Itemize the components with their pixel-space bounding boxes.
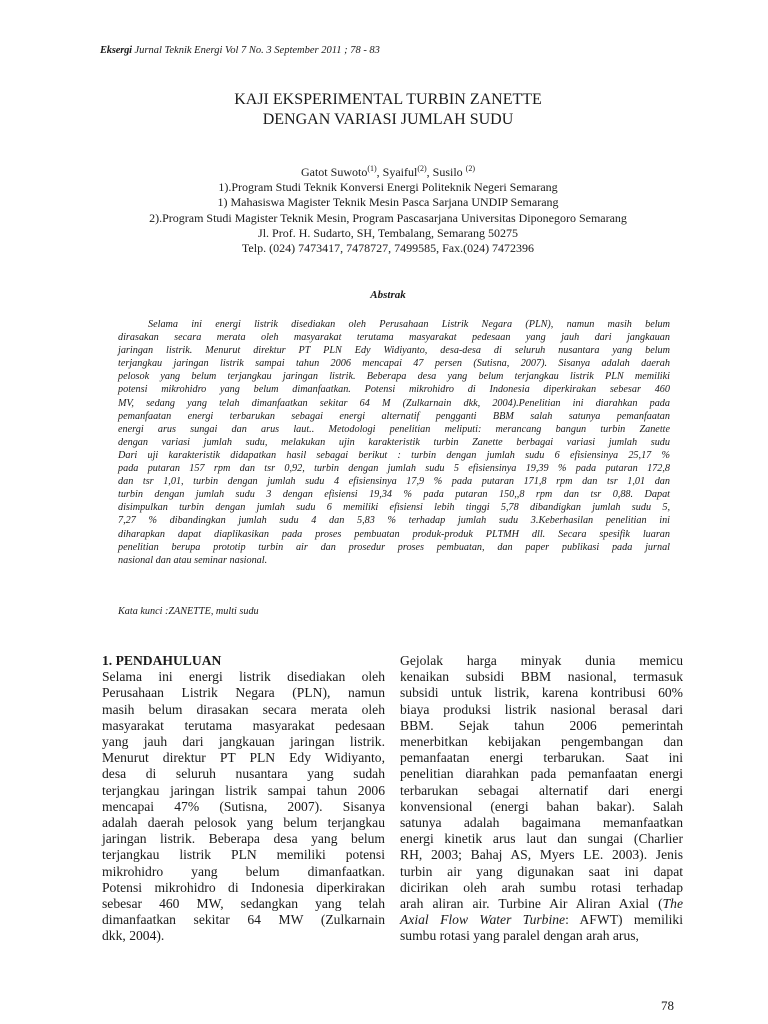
- body-line: penelitian diarahkan pada pemanfaatan energi: [400, 766, 683, 782]
- body-line: Menurut direktur PT PLN Edy Widiyanto,: [102, 750, 385, 766]
- affiliation-line: Jl. Prof. H. Sudarto, SH, Tembalang, Semarang 50275: [258, 225, 518, 240]
- abstract-line: MV, sedang yang telah dimanfaatkan sekitar 64 M (Zulkarnain dkk, 2004).Penelitian ini diarahkan pada: [118, 397, 670, 409]
- abstract-line: Dari uji karakteristik didapatkan hasil sebagai berikut : turbin dengan jumlah sudu 6 efisiensinya 25,17 %: [118, 449, 670, 461]
- body-line: [400, 896, 683, 912]
- page-number: 78: [661, 998, 674, 1013]
- body-text: arah aliran air. Turbine Air Aliran Axial (: [400, 896, 663, 912]
- author-name: Susilo: [432, 165, 463, 179]
- abstract-line: 7,27 % dibandingkan jumlah sudu 4 dan 5,83 % terhadap jumlah sudu 3.Keberhasilan penelitian ini: [118, 515, 670, 527]
- author-block: [100, 165, 676, 256]
- body-line: yang jauh dari jangkauan jaringan listrik.: [102, 734, 385, 750]
- affiliation-line: Telp. (024) 7473417, 7478727, 7499585, Fax.(024) 7472396: [241, 241, 535, 256]
- body-line: biaya produksi listrik nasional berasal dari: [400, 701, 683, 717]
- author-name: Gatot Suwoto: [300, 165, 368, 179]
- abstract-heading: Abstrak: [370, 289, 406, 301]
- body-line: jaringan listrik. Beberapa desa yang belum: [102, 831, 385, 847]
- body-line: dimanfaatkan sekitar 64 MW (Zulkarnain: [102, 912, 385, 928]
- body-line: BBM. Sejak tahun 2006 pemerintah: [400, 717, 683, 733]
- body-line: Perusahaan Listrik Negara (PLN), namun: [102, 685, 385, 701]
- body-line: [400, 912, 683, 928]
- body-line: terjangkau jaringan listrik sampai tahun 2006: [102, 782, 385, 798]
- body-line: dicirikan oleh arah sumbu rotasi terhadap: [400, 879, 683, 895]
- body-column-left: [102, 653, 385, 945]
- body-line: RH, 2003; Bahaj AS, Myers LE. 2003). Jenis: [400, 847, 683, 863]
- body-line: desa di seluruh nusantara yang sudah: [102, 766, 385, 782]
- abstract-line: diharapkan dapat diaplikasikan pada proses pembuatan produk-produk PLTMH dll. Secara spesifik luaran: [118, 528, 670, 540]
- body-line: turbin air yang digunakan saat ini dapat: [400, 863, 683, 879]
- abstract-body: [118, 318, 670, 567]
- abstract-line: pelosok yang belum terjangkau jaringan listrik. Beberapa desa yang belum terjangkau listrik PLN memiliki: [118, 371, 670, 383]
- section-heading: 1. PENDAHULUAN: [102, 653, 222, 668]
- body-line: energi kinetik arus laut dan sungai (Charlier: [400, 831, 683, 847]
- abstract-line: jaringan listrik. Menurut direktur PT PLN Edy Widiyanto, desa-desa di seluruh nusantara yang belum: [118, 345, 670, 357]
- body-text: : AFWT) memiliki: [565, 912, 683, 928]
- abstract-line: potensi mikrohidro yang belum dimanfaatkan. Potensi mikrohidro di Indonesia diperkirakan sebesar 460: [118, 384, 670, 396]
- author-affil-mark: (1): [367, 164, 377, 173]
- abstract-line: pada putaran 157 rpm dan tsr 0,92, turbin dengan jumlah sudu 5 efisiensinya 19,39 % pada putaran 172,8: [118, 463, 670, 475]
- body-line: Selama ini energi listrik disediakan oleh: [102, 669, 385, 685]
- body-line: satunya adalah bagaimana memanfaatkan: [400, 815, 683, 831]
- body-line: kenaikan subsidi BBM nasional, termasuk: [400, 669, 683, 685]
- body-line: subsidi untuk listrik, karena kontribusi 60%: [400, 685, 683, 701]
- body-line: pemanfaatan energi terbarukan. Saat ini: [400, 750, 683, 766]
- body-line: terjangkau listrik PLN memiliki potensi: [102, 847, 385, 863]
- body-line: mencapai 47% (Sutisna, 2007). Sisanya: [102, 798, 385, 814]
- running-head: [100, 45, 380, 56]
- body-line: masyarakat terutama masyarakat pedesaan: [102, 717, 385, 733]
- body-line: terbarukan sebagai alternatif dari energi: [400, 782, 683, 798]
- italic-term: The: [662, 896, 683, 912]
- body-line: konvensional (energi bahan bakar). Salah: [400, 798, 683, 814]
- abstract-line: turbin dengan jumlah sudu 3 dengan efisiensi 19,34 % pada putaran 150,,8 rpm dan tsr 0,88. Dapat: [118, 489, 670, 501]
- author-affil-mark: (2): [465, 164, 475, 173]
- abstract-line: disimpulkan turbin dengan jumlah sudu 6 memiliki efisiensi lebih tinggi 5,78 dibandigkan jumlah sudu 5,: [118, 502, 670, 514]
- body-line: dkk, 2004).: [102, 928, 165, 944]
- abstract-line: nasional dan atau seminar nasional.: [118, 554, 268, 566]
- abstract-line: dan tsr 1,01, turbin dengan jumlah sudu 4 efisiensinya 17,9 % pada putaran 171,8 rpm dan tsr 1,01 dan: [118, 476, 670, 488]
- body-line: menerbitkan kebijakan pengembangan dan: [400, 734, 683, 750]
- body-line: sebesar 460 MW, sedangkan yang telah: [102, 896, 385, 912]
- author-names: Gatot Suwoto$^{(1)}$, Syaiful$^{(2)}$, Susilo $^{(2)}$: [300, 164, 475, 179]
- abstract-line: energi arus sungai dan arus laut.. Metodologi penelitian meliputi: merancang bangun turbin Zanette: [118, 423, 670, 435]
- affiliation-line: 2).Program Studi Magister Teknik Mesin, Program Pascasarjana Universitas Diponegoro Semarang: [149, 210, 627, 225]
- abstract-line: pemanfaatan energi terbarukan sebagai energi alternatif pengganti BBM salah satunya pemanfaatan: [118, 410, 670, 422]
- abstract-line: dengan variasi jumlah sudu, melakukan ujin karakteristik turbin Zanette berbagai variasi jumlah sudu: [118, 436, 670, 448]
- body-line: masih belum dirasakan secara merata oleh: [102, 701, 385, 717]
- body-line: Gejolak harga minyak dunia memicu: [400, 653, 683, 668]
- body-column-right: [400, 653, 683, 945]
- keywords: Kata kunci :ZANETTE, multi sudu: [118, 606, 259, 617]
- affiliation-line: 1).Program Studi Teknik Konversi Energi Politeknik Negeri Semarang: [218, 180, 558, 195]
- paper-title: [100, 90, 676, 130]
- body-line: mikrohidro yang belum dimanfaatkan.: [102, 863, 385, 879]
- author-name: Syaiful: [382, 165, 418, 179]
- title-line: DENGAN VARIASI JUMLAH SUDU: [262, 111, 514, 128]
- title-line: KAJI EKSPERIMENTAL TURBIN ZANETTE: [234, 91, 542, 108]
- abstract-line: dirasakan secara merata oleh masyarakat terutama masyarakat pedesaan yang jauh dari jangkauan: [118, 332, 670, 344]
- journal-citation: Jurnal Teknik Energi Vol 7 No. 3 September 2011 ; 78 - 83: [134, 45, 380, 56]
- author-affil-mark: (2): [417, 164, 427, 173]
- body-line: Potensi mikrohidro di Indonesia diperkirakan: [102, 879, 385, 895]
- abstract-line: terjangkau jaringan listrik sampai tahun 2006 mencapai 47 persen (Sutisna, 2007). Sisanya adalah daerah: [118, 358, 670, 370]
- journal-logo: Eksergi: [100, 45, 132, 56]
- body-line: adalah daerah pelosok yang belum terjangkau: [102, 815, 385, 831]
- body-line: sumbu rotasi yang paralel dengan arah arus,: [400, 928, 639, 944]
- abstract-line: Selama ini energi listrik disediakan oleh Perusahaan Listrik Negara (PLN), namun masih belum: [148, 319, 670, 330]
- affiliation-line: 1) Mahasiswa Magister Teknik Mesin Pasca Sarjana UNDIP Semarang: [217, 195, 559, 210]
- italic-term: Axial Flow Water Turbine: [400, 912, 566, 928]
- abstract-line: penelitian berupa prototip turbin air dan prosedur proses pembuatan, dan paper publikasi pada jurnal: [118, 541, 670, 553]
